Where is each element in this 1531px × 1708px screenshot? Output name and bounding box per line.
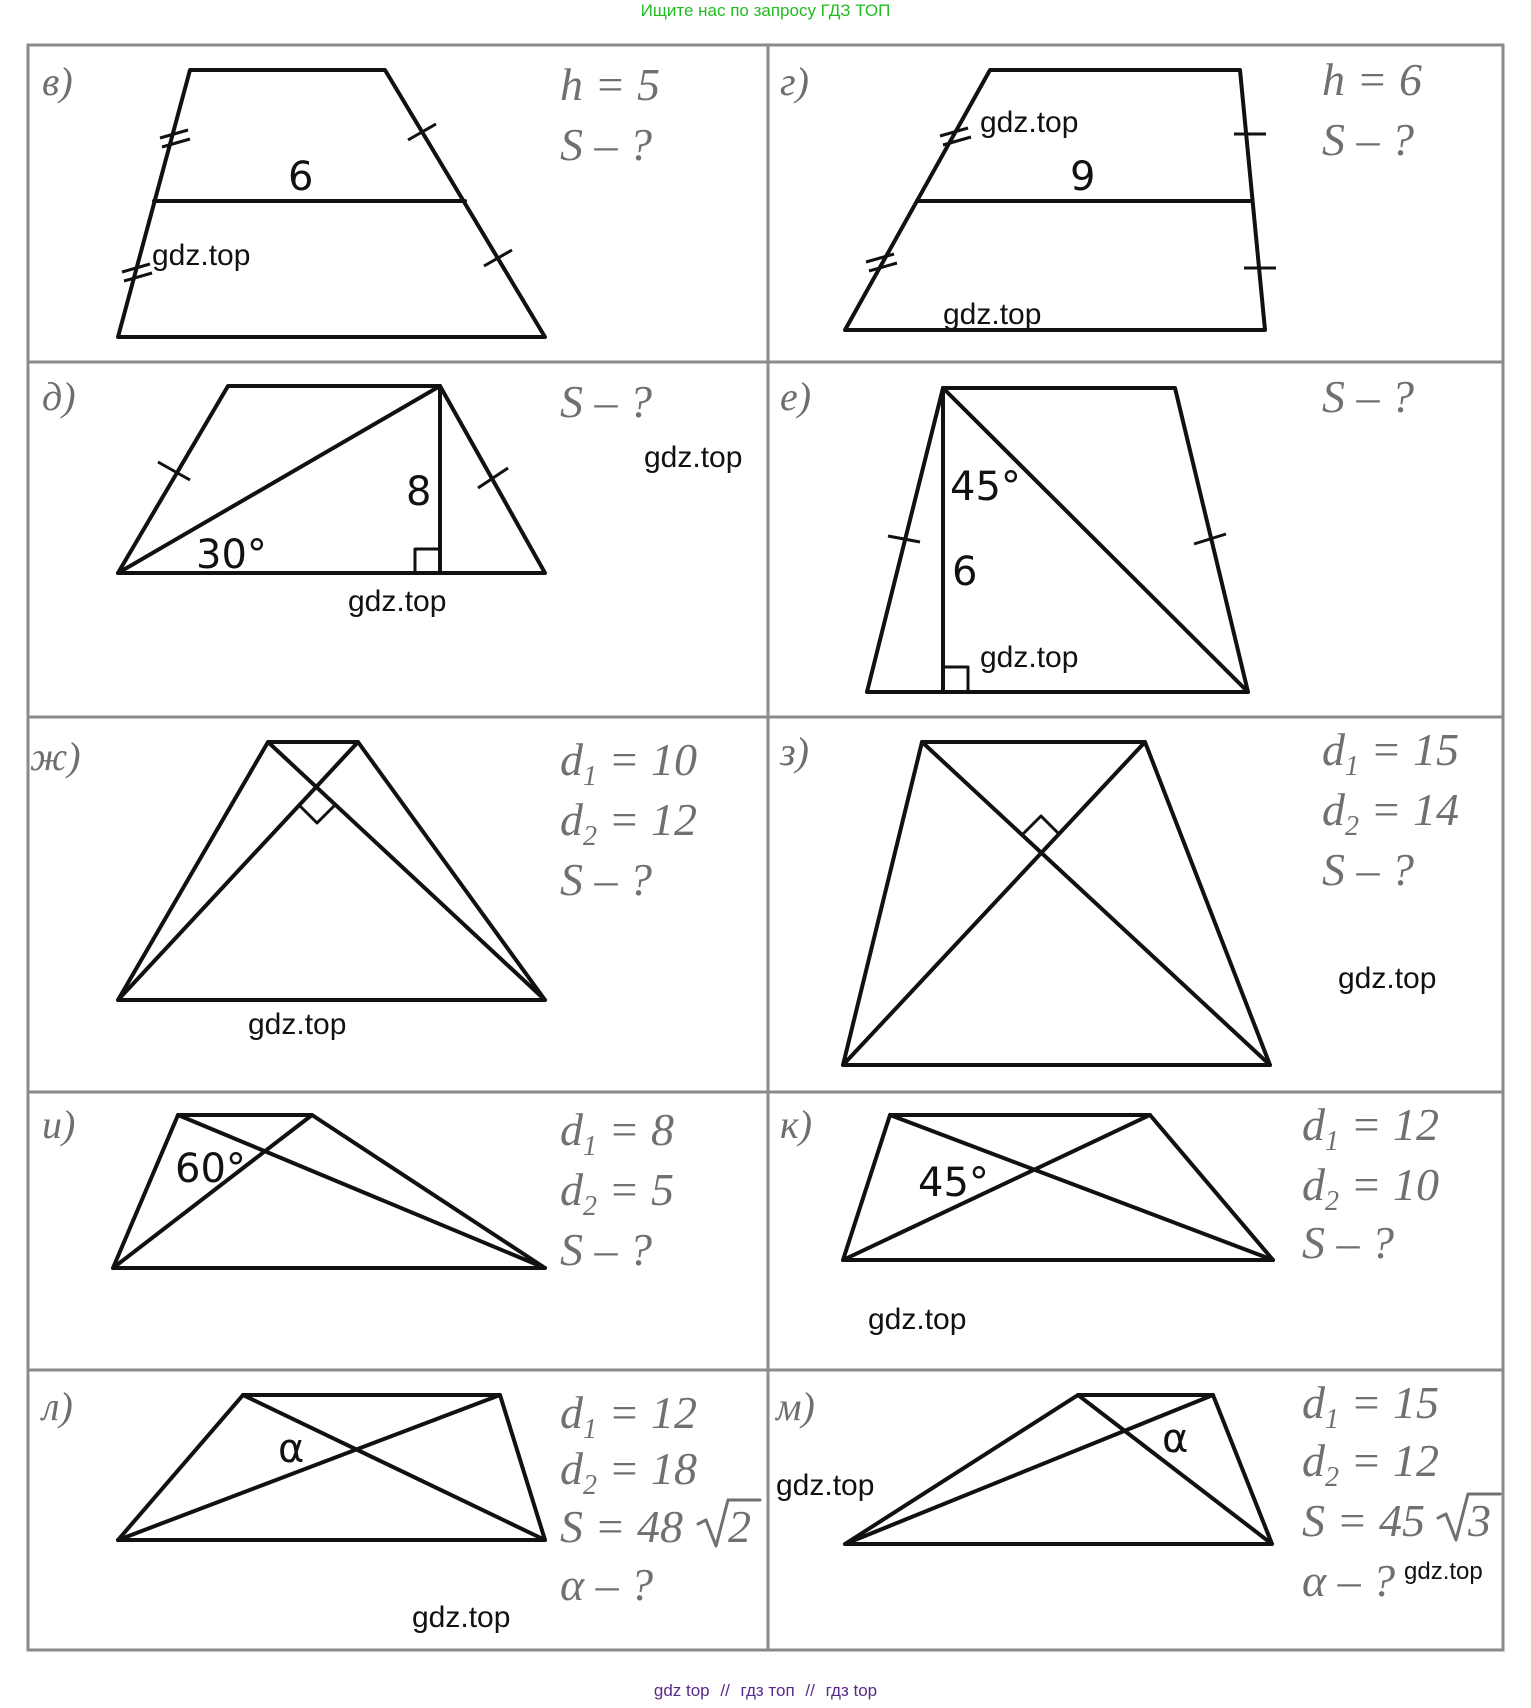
svg-text:2: 2 xyxy=(728,1501,751,1552)
svg-text:3: 3 xyxy=(1468,1495,1491,1546)
problem-label: л) xyxy=(42,1384,73,1429)
watermark: gdz.top xyxy=(980,641,1079,674)
given-s: S – ? xyxy=(560,376,652,427)
right-angle-mark xyxy=(415,549,440,573)
footer-separator: // xyxy=(720,1681,730,1700)
problem-label: в) xyxy=(42,59,73,104)
given-s: S – ? xyxy=(1322,114,1414,165)
given-d1: $d_1 = 15$ xyxy=(1322,724,1460,782)
angle-value: α xyxy=(278,1426,305,1472)
trapezoid-k xyxy=(843,1115,1273,1260)
watermark: gdz.top xyxy=(152,239,251,272)
footer-links xyxy=(0,1680,1531,1702)
problem-label: д) xyxy=(42,374,76,419)
given-area xyxy=(560,1500,760,1552)
diagonal-2 xyxy=(843,742,1145,1065)
diagonal-d xyxy=(118,386,440,573)
given-d1: $d_1 = 12$ xyxy=(1302,1099,1440,1157)
trapezoid-zh xyxy=(118,742,545,1000)
problem-label: и) xyxy=(42,1102,76,1147)
watermark: gdz.top xyxy=(1404,1558,1483,1585)
given-d2: $d_2 = 10$ xyxy=(1302,1159,1440,1217)
midline-length: 6 xyxy=(288,154,314,200)
watermark: gdz.top xyxy=(980,106,1079,139)
watermark: gdz.top xyxy=(412,1601,511,1634)
footer-link[interactable]: gdz top xyxy=(653,1681,710,1700)
right-angle-mark xyxy=(1024,816,1058,833)
svg-text:S = 48: S = 48 xyxy=(560,1501,684,1552)
trapezoid-z xyxy=(843,742,1270,1065)
problem-g xyxy=(780,54,1422,331)
watermark: gdz.top xyxy=(644,441,743,474)
tick-marks xyxy=(158,462,508,488)
problem-label: к) xyxy=(780,1102,813,1147)
problem-m xyxy=(774,1377,1500,1606)
problem-label: г) xyxy=(780,59,809,104)
height-value: 8 xyxy=(406,469,432,515)
top-banner: Ищите нас по запросу ГДЗ ТОП xyxy=(640,1,891,20)
right-angle-mark xyxy=(300,806,334,823)
midline-length: 9 xyxy=(1070,154,1096,200)
given-d1: $d_1 = 10$ xyxy=(560,734,698,792)
tick-marks xyxy=(888,534,1226,544)
problem-d xyxy=(42,374,742,618)
watermark: gdz.top xyxy=(868,1303,967,1336)
given-d2: $d_2 = 12$ xyxy=(1302,1435,1440,1493)
angle-value: 30° xyxy=(196,532,267,578)
problem-v xyxy=(42,59,660,337)
problem-label: ж) xyxy=(30,734,81,779)
trapezoid-v xyxy=(118,70,545,337)
given-alpha: α – ? xyxy=(1302,1555,1396,1606)
watermark: gdz.top xyxy=(1338,962,1437,995)
watermark: gdz.top xyxy=(776,1469,875,1502)
angle-value: 45° xyxy=(950,464,1021,510)
problem-i xyxy=(42,1102,674,1275)
right-angle-mark xyxy=(943,667,968,692)
given-s: S – ? xyxy=(560,1224,652,1275)
given-d2: $d_2 = 5$ xyxy=(560,1164,675,1222)
given-area xyxy=(1302,1494,1500,1546)
footer-link[interactable]: гдз топ xyxy=(740,1681,795,1700)
problem-label: е) xyxy=(780,374,812,419)
svg-text:S = 45: S = 45 xyxy=(1302,1495,1426,1546)
diagonal-2 xyxy=(118,1395,500,1540)
watermark: gdz.top xyxy=(943,298,1042,331)
given-d1: $d_1 = 12$ xyxy=(560,1387,698,1445)
given-s: S – ? xyxy=(1322,844,1414,895)
given-d2: $d_2 = 14$ xyxy=(1322,784,1460,842)
given-h: h = 5 xyxy=(560,59,661,110)
given-s: S – ? xyxy=(1322,371,1414,422)
watermark: gdz.top xyxy=(248,1008,347,1041)
table-grid xyxy=(28,45,1503,1650)
footer-separator: // xyxy=(805,1681,815,1700)
given-d2: $d_2 = 12$ xyxy=(560,794,698,852)
angle-value: 60° xyxy=(175,1146,246,1192)
diagonal-2 xyxy=(843,1115,1150,1260)
diagonal-2 xyxy=(845,1395,1213,1544)
diagonal-1 xyxy=(118,742,358,1000)
given-d1: $d_1 = 15$ xyxy=(1302,1377,1440,1435)
given-d1: $d_1 = 8$ xyxy=(560,1104,675,1162)
problem-zh xyxy=(30,734,697,1041)
trapezoid-l xyxy=(118,1395,545,1540)
given-s: S – ? xyxy=(560,119,652,170)
given-d2: $d_2 = 18$ xyxy=(560,1443,698,1501)
trapezoid-d xyxy=(118,386,545,573)
trapezoid-m xyxy=(845,1395,1272,1544)
problem-l xyxy=(40,1384,760,1634)
problem-e xyxy=(780,371,1414,692)
watermark: gdz.top xyxy=(348,585,447,618)
problem-z xyxy=(779,724,1459,1065)
diagonal-2 xyxy=(268,742,545,1000)
problem-label: з) xyxy=(780,729,809,774)
footer-link[interactable]: гдз top xyxy=(825,1681,878,1700)
angle-value: α xyxy=(1162,1416,1189,1462)
given-h: h = 6 xyxy=(1322,54,1423,105)
angle-value: 45° xyxy=(918,1160,989,1206)
diagonal-1 xyxy=(922,742,1270,1065)
given-alpha: α – ? xyxy=(560,1559,654,1610)
problem-k xyxy=(780,1099,1439,1336)
problem-label: м) xyxy=(776,1384,815,1429)
given-s: S – ? xyxy=(1302,1217,1394,1268)
given-s: S – ? xyxy=(560,854,652,905)
height-value: 6 xyxy=(952,549,978,595)
